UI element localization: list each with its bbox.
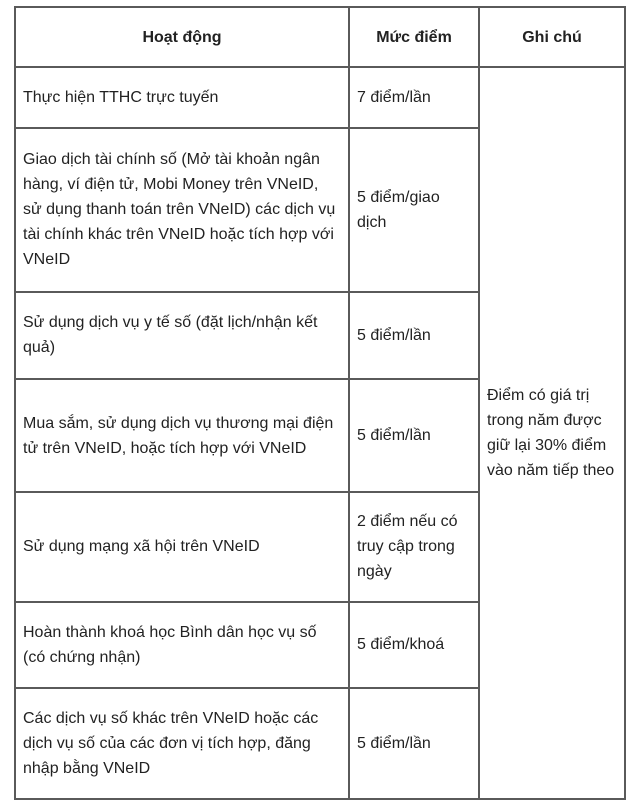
activity-cell: Thực hiện TTHC trực tuyến [15,67,349,128]
points-cell: 5 điểm/khoá [349,602,479,688]
activity-cell: Mua sắm, sử dụng dịch vụ thương mại điện tử trên VNeID, hoặc tích hợp với VNeID [15,379,349,491]
points-table [14,6,626,800]
points-cell: 5 điểm/lần [349,688,479,799]
header-activity: Hoạt động [15,7,349,67]
points-cell: 5 điểm/lần [349,292,479,380]
activity-cell: Giao dịch tài chính số (Mở tài khoản ngân hàng, ví điện tử, Mobi Money trên VNeID, sử dụng thanh toán trên VNeID) các dịch vụ tài chính khác trên VNeID hoặc tích hợp với VNeID [15,128,349,291]
header-row [15,7,625,67]
points-cell: 5 điểm/lần [349,379,479,491]
points-cell: 2 điểm nếu có truy cập trong ngày [349,492,479,602]
table-row [15,67,625,128]
header-points: Mức điểm [349,7,479,67]
points-cell: 7 điểm/lần [349,67,479,128]
note-cell: Điểm có giá trị trong năm được giữ lại 30% điểm vào năm tiếp theo [479,67,625,799]
activity-cell: Sử dụng mạng xã hội trên VNeID [15,492,349,602]
points-cell: 5 điểm/giao dịch [349,128,479,291]
header-note: Ghi chú [479,7,625,67]
activity-cell: Sử dụng dịch vụ y tế số (đặt lịch/nhận kết quả) [15,292,349,380]
activity-cell: Hoàn thành khoá học Bình dân học vụ số (có chứng nhận) [15,602,349,688]
activity-cell: Các dịch vụ số khác trên VNeID hoặc các dịch vụ số của các đơn vị tích hợp, đăng nhập bằng VNeID [15,688,349,799]
